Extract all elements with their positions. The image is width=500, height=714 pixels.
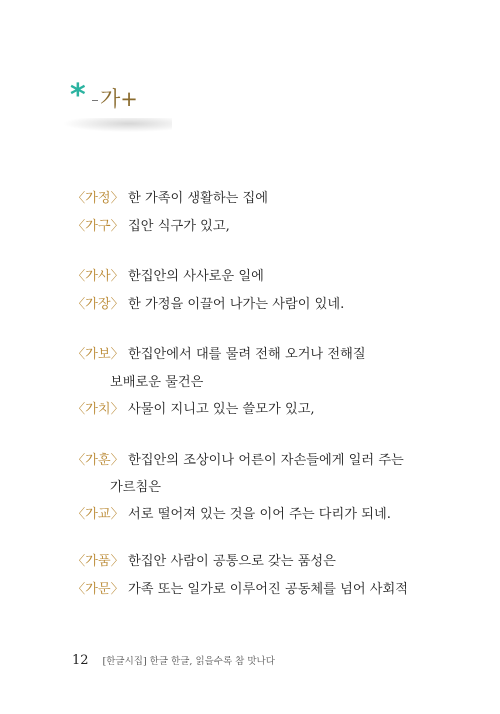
page-number: 12 (72, 653, 89, 668)
poem-line (72, 268, 264, 286)
line-text: 서로 떨어져 있는 것을 이어 주는 다리가 되네. (123, 507, 391, 522)
poem-line-continuation (110, 374, 203, 392)
term-label: 〈가정〉 (72, 191, 124, 206)
poem-line (72, 452, 404, 470)
term-label: 〈가품〉 (72, 554, 124, 569)
line-text: 가르침은 (110, 480, 161, 495)
poem-line (72, 346, 366, 364)
line-text: 한 가정을 이끌어 나가는 사람이 있네. (123, 297, 345, 312)
poem-line (72, 506, 391, 524)
line-text: 보배로운 물건은 (110, 375, 204, 390)
poem-line (72, 190, 268, 208)
line-text: 사물이 지니고 있는 쓸모가 있고, (123, 402, 315, 417)
line-text: 한집안의 조상이나 어른이 자손들에게 일러 주는 (123, 453, 404, 468)
term-label: 〈가교〉 (72, 507, 124, 522)
poem-line (72, 296, 344, 314)
asterisk-icon: * (70, 78, 86, 113)
term-label: 〈가치〉 (72, 402, 124, 417)
poem-line-continuation (110, 479, 161, 497)
heading-shadow (64, 118, 172, 132)
term-label: 〈가사〉 (72, 269, 124, 284)
page-title: 가+ (100, 87, 138, 111)
heading-underscore (92, 100, 98, 101)
term-label: 〈가구〉 (72, 219, 124, 234)
term-label: 〈가보〉 (72, 347, 124, 362)
term-label: 〈가장〉 (72, 297, 124, 312)
poem-line (72, 218, 230, 236)
line-text: 한집안에서 대를 물려 전해 오거나 전해질 (123, 347, 366, 362)
poem-line (72, 553, 336, 571)
line-text: 한집안의 사사로운 일에 (123, 269, 264, 284)
book-title: [한글시집] 한글 한글, 읽을수록 참 맛나다 (102, 656, 275, 667)
line-text: 한집안 사람이 공통으로 갖는 품성은 (123, 554, 336, 569)
page-footer (72, 652, 275, 670)
line-text: 가족 또는 일가로 이루어진 공동체를 넘어 사회적 (123, 582, 408, 597)
term-label: 〈가문〉 (72, 582, 124, 597)
heading (70, 78, 170, 116)
line-text: 한 가족이 생활하는 집에 (123, 191, 269, 206)
poem-line (72, 401, 315, 419)
poem-line (72, 581, 408, 599)
term-label: 〈가훈〉 (72, 453, 124, 468)
line-text: 집안 식구가 있고, (123, 219, 230, 234)
